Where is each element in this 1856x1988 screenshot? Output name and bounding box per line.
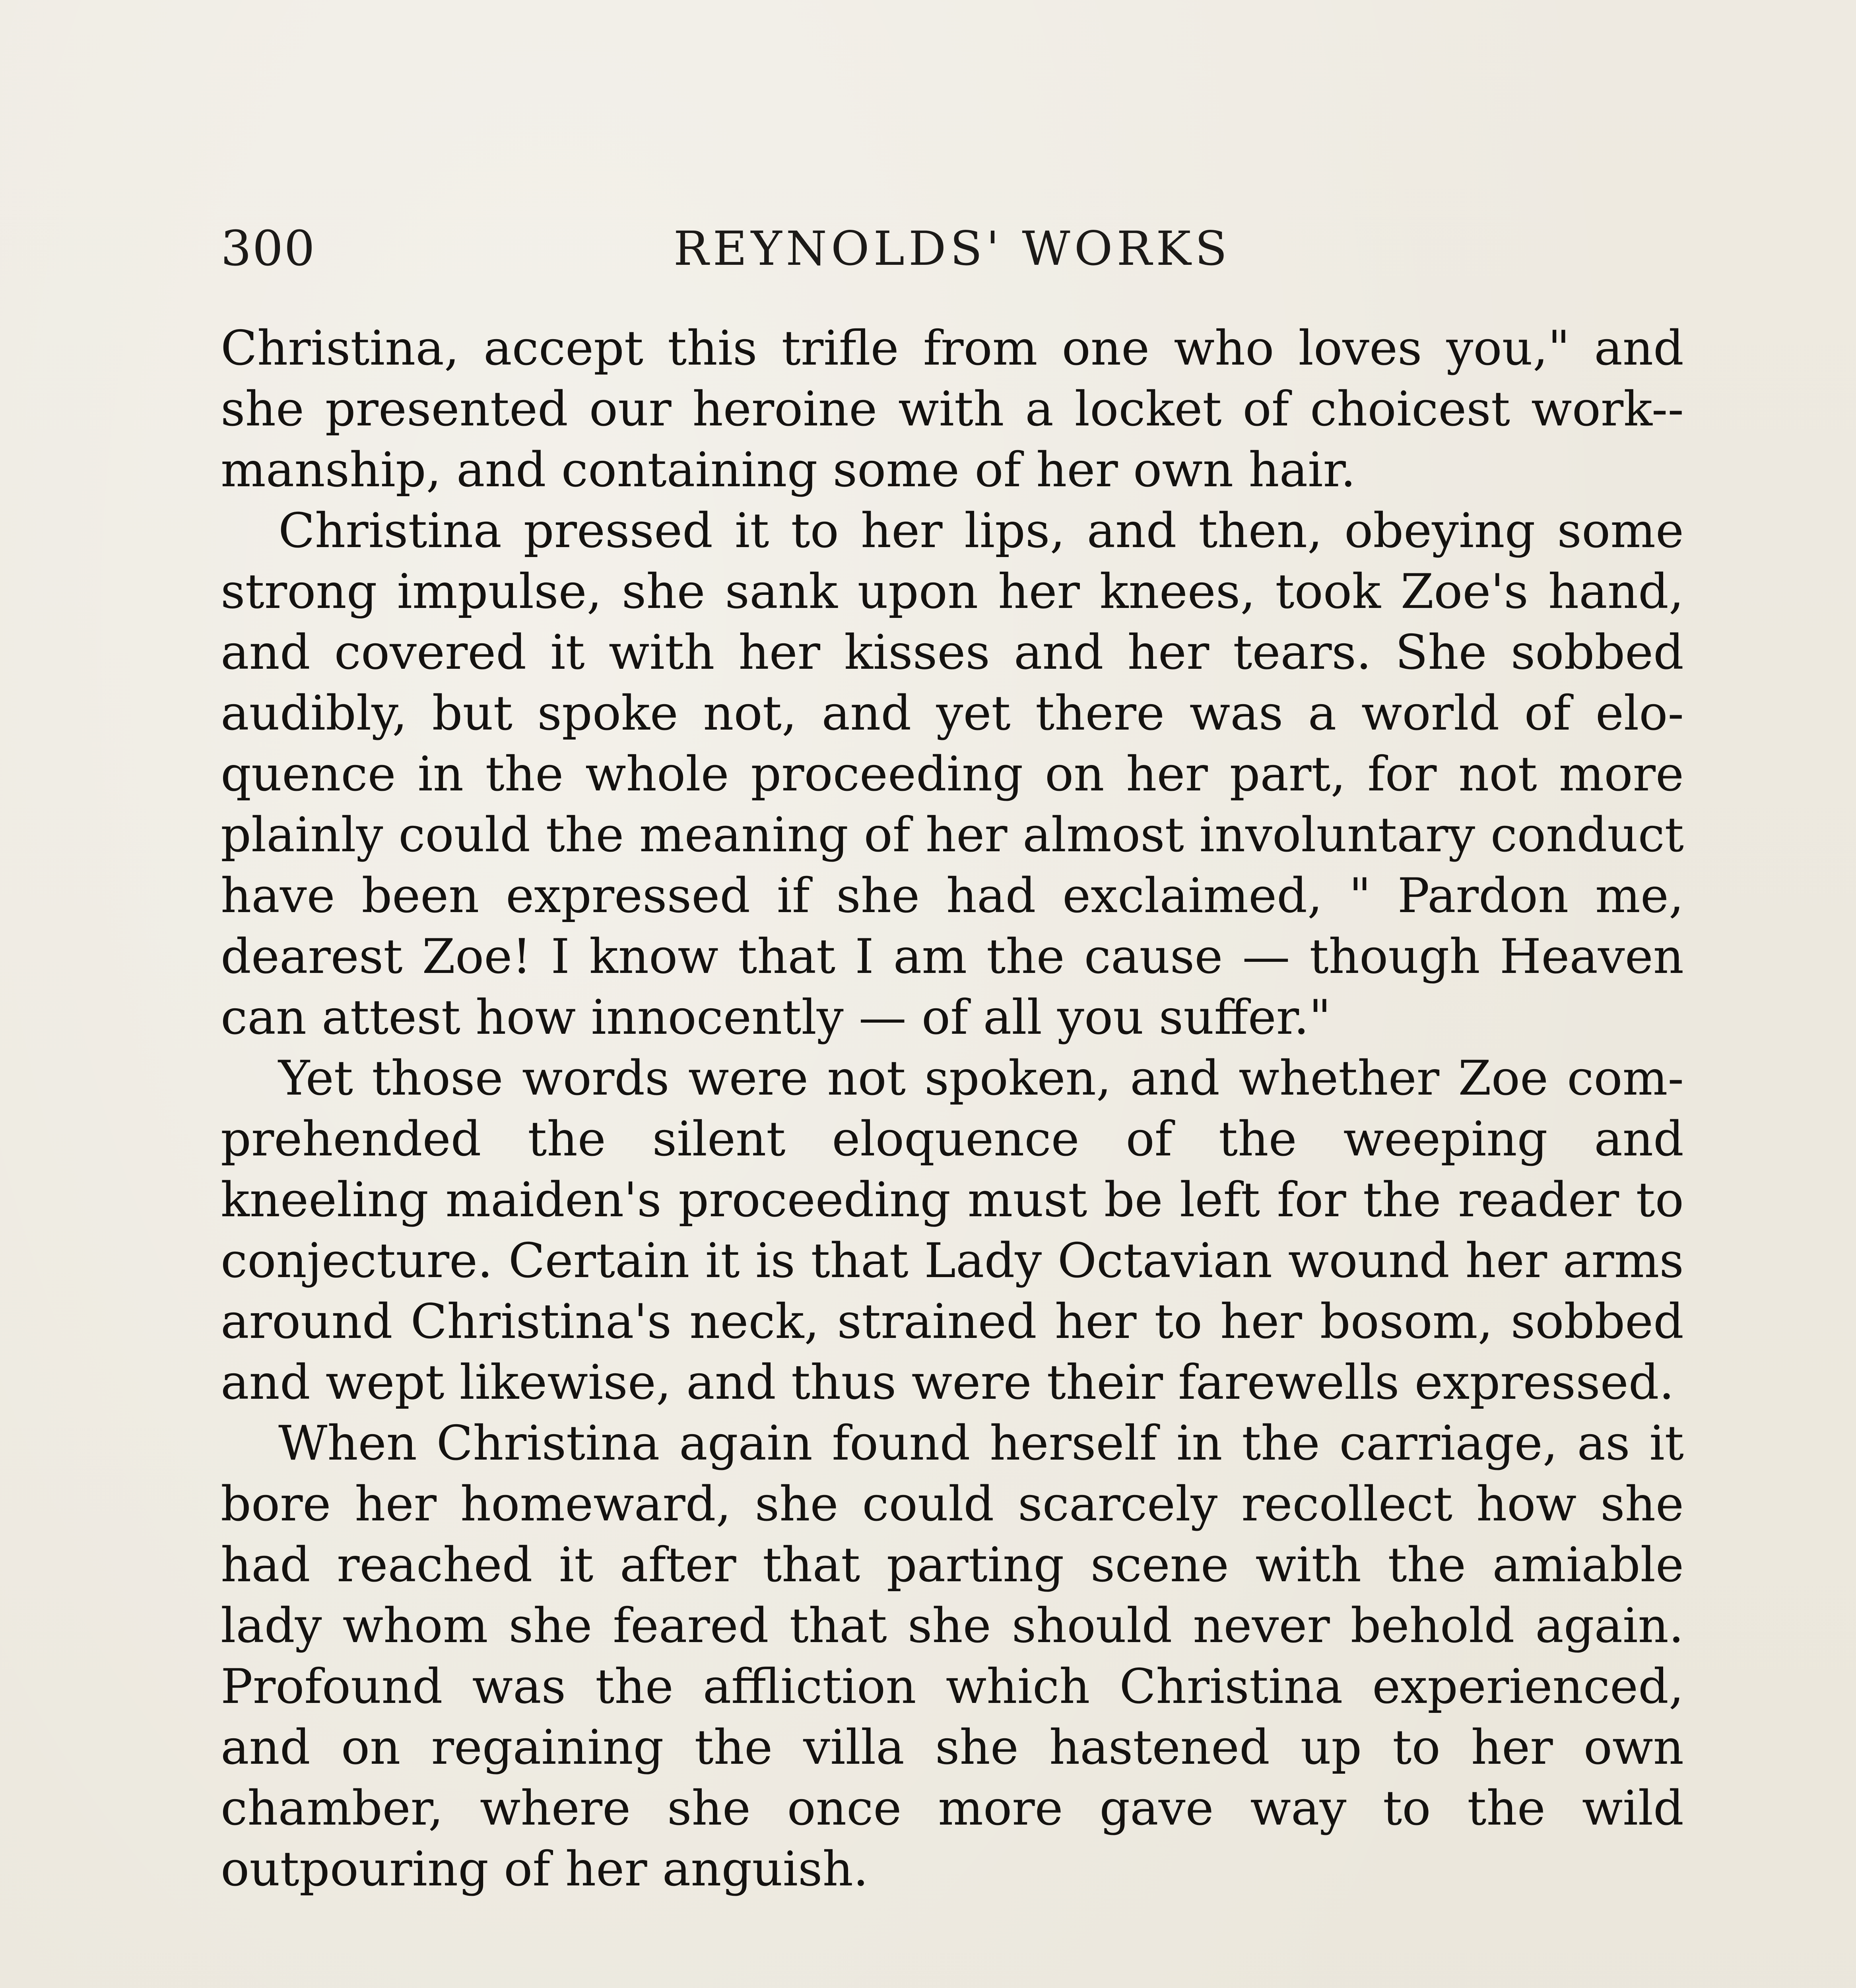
page-number: 300 xyxy=(221,220,316,277)
body-text xyxy=(221,318,1684,1900)
paragraph-2: Christina pressed it to her lips, and then, obeying some strong impulse, she sank upon her knees, took Zoe's hand, and covered it with her kisses and her tears. She sobbed audibly, but spoke not, and yet there was a world of eloquence in the whole proceeding on her part, for not more plainly could the meaning of her almost involuntary conduct have been expressed if she had exclaimed, " Pardon me, dearest Zoe! I know that I am the cause — though Heaven can attest how innocently — of all you suffer." xyxy=(221,503,1684,1045)
paragraph-1: Christina, accept this trifle from one who loves you," and she presented our heroine with a locket of choicest work-manship, and containing some of her own hair. xyxy=(221,321,1684,498)
paragraph-4: When Christina again found herself in the carriage, as it bore her homeward, she could scarcely recollect how she had reached it after that parting scene with the amiable lady whom she feared that she should never behold again. Profound was the affliction which Christina experienced, and on regaining the villa she hastened up to her own chamber, where she once more gave way to the wild outpouring of her anguish. xyxy=(221,1416,1684,1897)
page-header xyxy=(221,213,1684,284)
paragraph-3: Yet those words were not spoken, and whether Zoe comprehended the silent eloquence of the weeping and kneeling maiden's proceeding must be left for the reader to conjecture. Certain it is that Lady Octavian wound her arms around Christina's neck, strained her to her bosom, sobbed and wept likewise, and thus were their farewells expressed. xyxy=(221,1051,1684,1410)
running-head: REYNOLDS' WORKS xyxy=(673,221,1231,276)
